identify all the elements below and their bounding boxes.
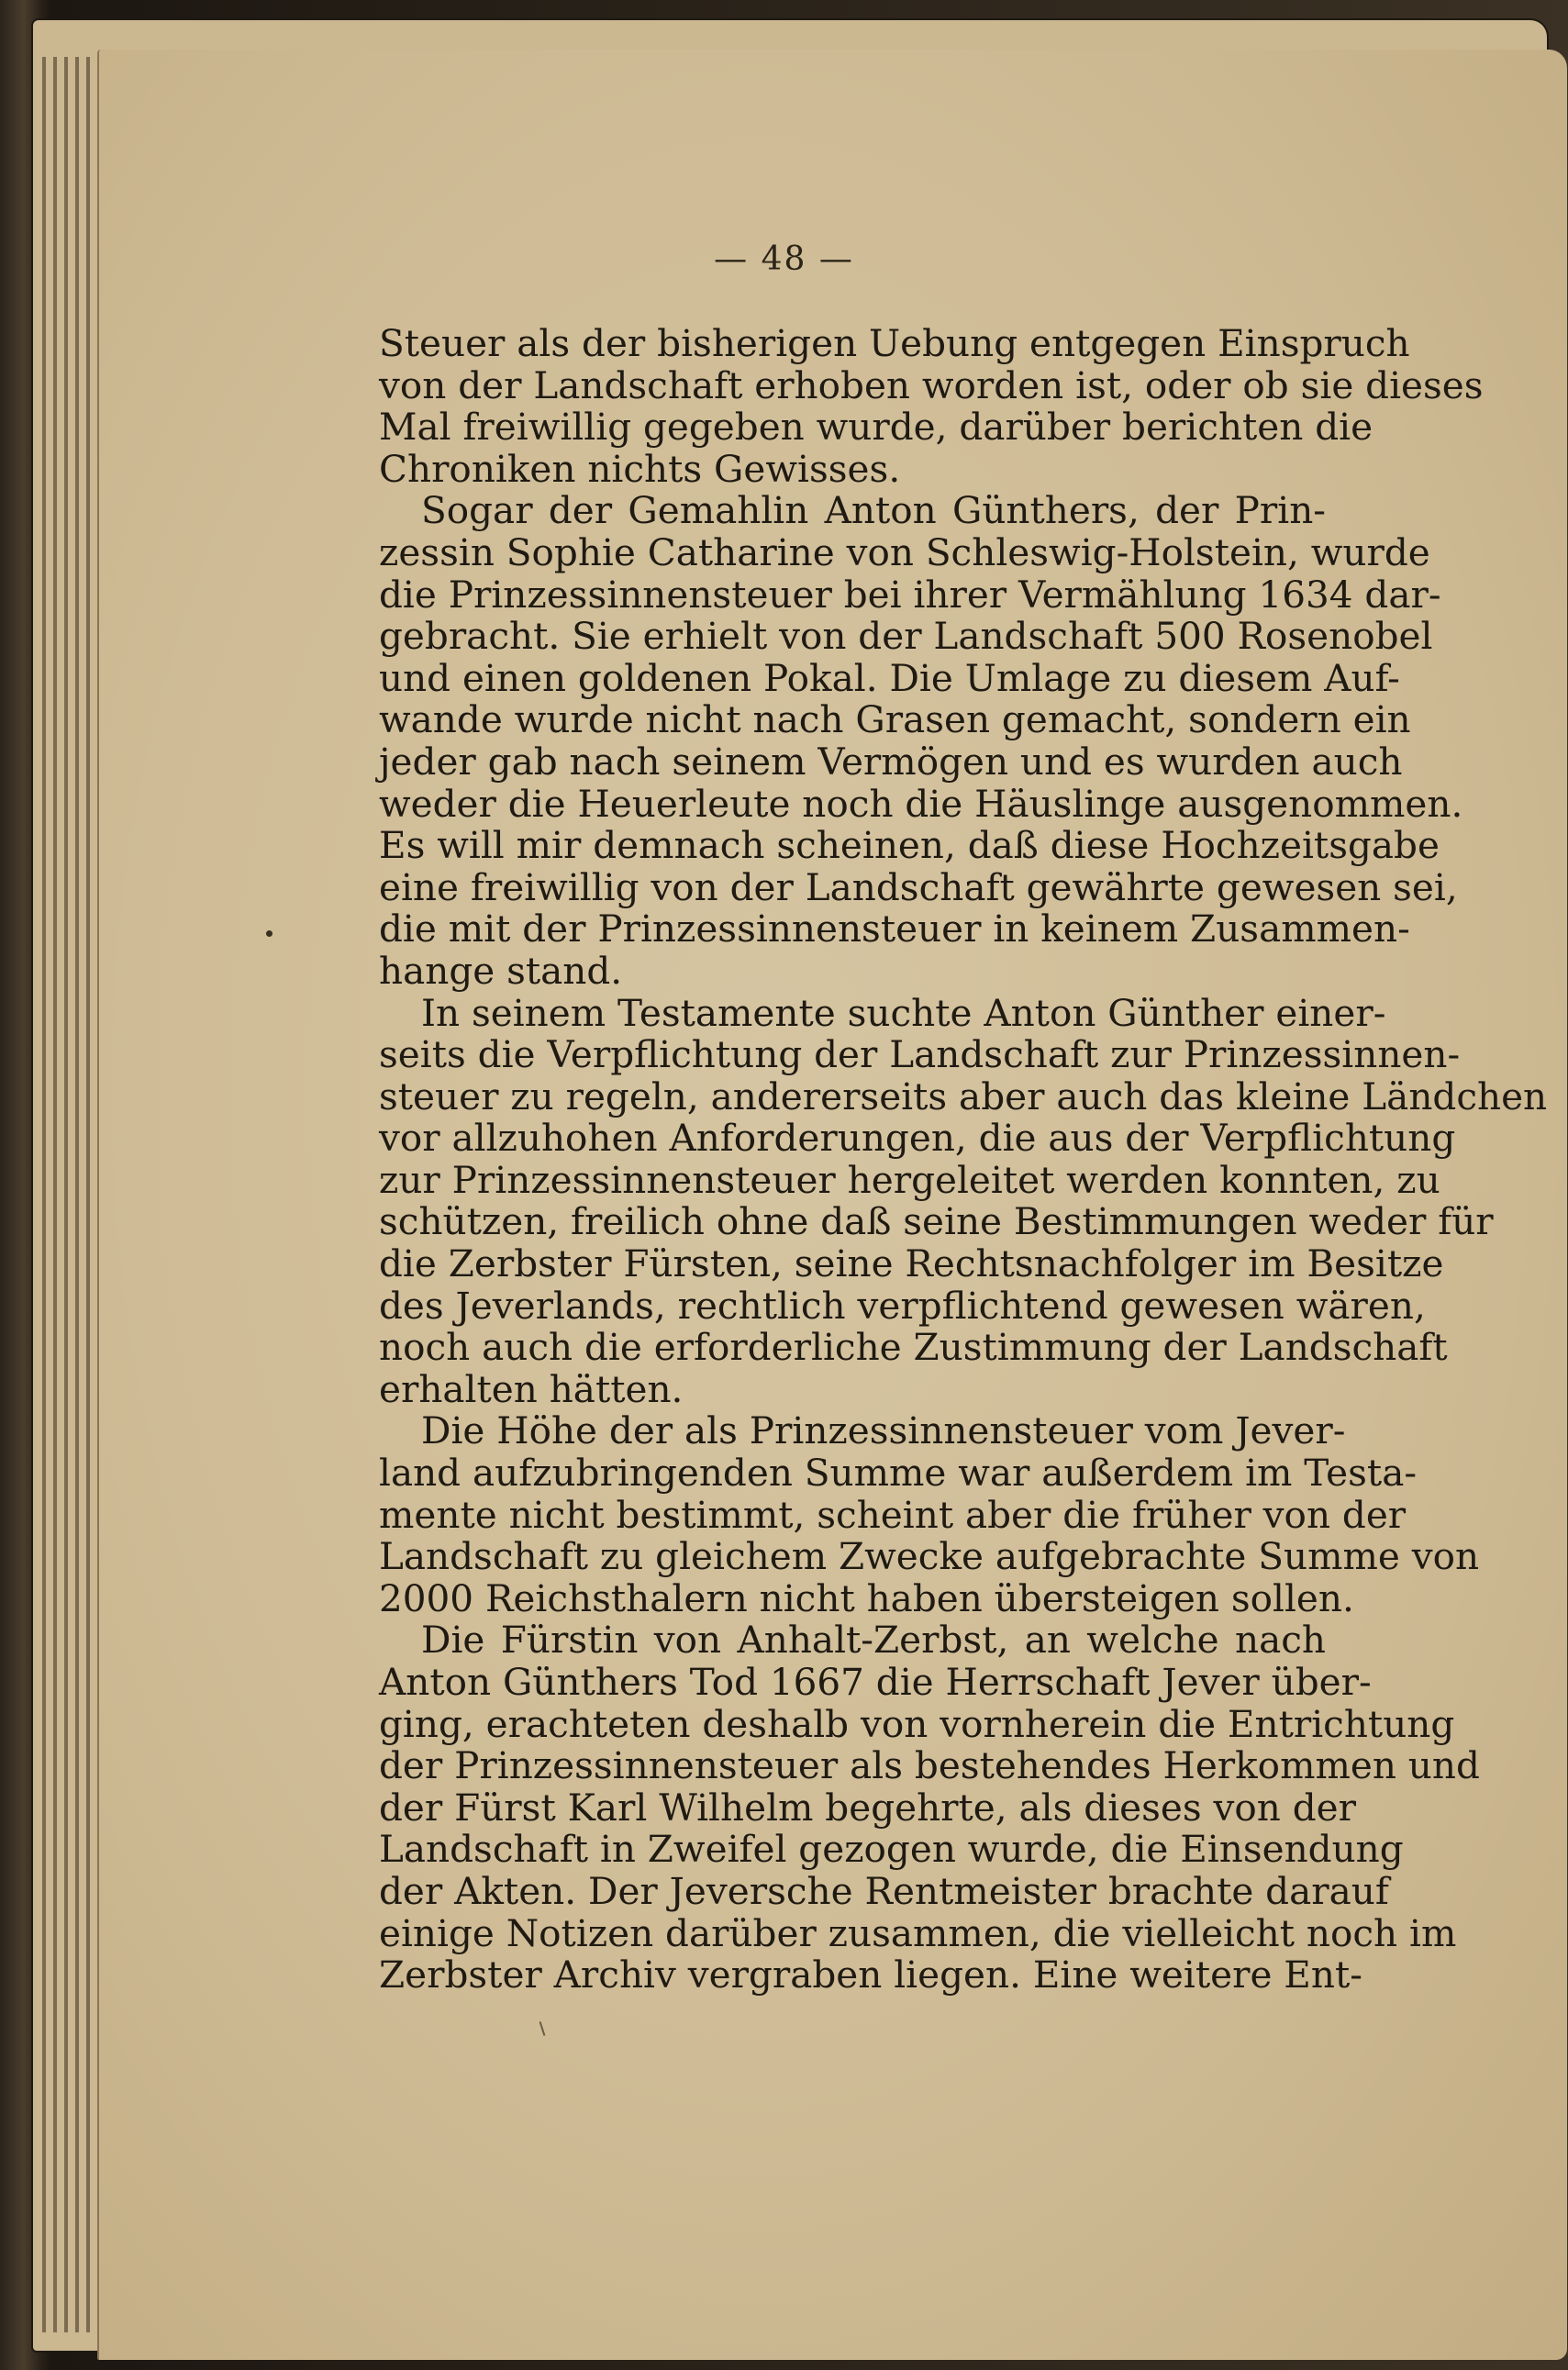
text-line: des Jeverlands, rechtlich verpflichtend gewesen wären, [379,1283,1426,1328]
page-edge [86,57,90,2332]
text-line: Steuer als der bisherigen Uebung entgegen Einspruch [379,321,1410,365]
text-line: die Zerbster Fürsten, seine Rechtsnachfolger im Besitze [379,1241,1444,1286]
text-line: Chroniken nichts Gewisses. [379,446,901,491]
text-line: jeder gab nach seinem Vermögen und es wurden auch [379,739,1403,784]
text-line: ging, erachteten deshalb von vornherein die Entrichtung [379,1701,1455,1746]
page-edge [64,57,68,2332]
page-number: — 48 — [714,240,854,278]
text-line: Landschaft in Zweifel gezogen wurde, die Einsendung [379,1827,1404,1872]
text-line: vor allzuhohen Anforderungen, die aus der Verpflichtung [379,1116,1456,1161]
page-edge [53,57,57,2332]
text-line: Die Fürstin von Anhalt-Zerbst, an welche nach [421,1618,1326,1663]
text-line: zessin Sophie Catharine von Schleswig-Holstein, wurde [379,529,1430,574]
text-line: einige Notizen darüber zusammen, die vielleicht noch im [379,1910,1457,1955]
page-edge [75,57,79,2332]
text-line: Anton Günthers Tod 1667 die Herrschaft Jever über- [379,1660,1372,1704]
text-line: In seinem Testamente suchte Anton Günther einer- [421,990,1386,1035]
paragraph [379,1618,1480,1997]
text-line: die mit der Prinzessinnensteuer in keinem Zusammen- [379,907,1410,951]
text-line: schützen, freilich ohne daß seine Bestimmungen weder für [379,1199,1494,1244]
text-line: und einen goldenen Pokal. Die Umlage zu diesem Auf- [379,655,1400,700]
paragraph [379,1408,1480,1620]
text-line: zur Prinzessinnensteuer hergeleitet werden konnten, zu [379,1157,1440,1202]
body-text [379,321,1548,1997]
text-line: hange stand. [379,948,623,993]
text-line: von der Landschaft erhoben worden ist, oder ob sie dieses [379,362,1484,407]
text-line: Sogar der Gemahlin Anton Günthers, der Prin- [421,488,1326,533]
text-line: die Prinzessinnensteuer bei ihrer Vermählung 1634 dar- [379,572,1441,617]
page-edge [42,57,46,2332]
paragraph [379,488,1463,993]
margin-mark [266,930,272,937]
text-line: 2000 Reichsthalern nicht haben übersteigen sollen. [379,1575,1354,1620]
text-line: der Akten. Der Jeversche Rentmeister brachte darauf [379,1868,1389,1913]
text-line: eine freiwillig von der Landschaft gewährte gewesen sei, [379,864,1458,909]
text-line: weder die Heuerleute noch die Häuslinge ausgenommen. [379,781,1463,826]
text-line: gebracht. Sie erhielt von der Landschaft 500 Rosenobel [379,614,1433,659]
text-line: der Prinzessinnensteuer als bestehendes Herkommen und [379,1743,1480,1788]
text-line: steuer zu regeln, andererseits aber auch das kleine Ländchen [379,1074,1548,1118]
text-line: Mal freiwillig gegeben wurde, darüber berichten die [379,405,1373,450]
text-line: wande wurde nicht nach Grasen gemacht, sondern ein [379,697,1411,742]
text-line: Die Höhe der als Prinzessinnensteuer vom Jever- [421,1408,1346,1453]
text-line: Zerbster Archiv vergraben liegen. Eine weitere Ent- [379,1953,1362,1997]
text-line: noch auch die erforderliche Zustimmung der Landschaft [379,1325,1448,1370]
paragraph [379,321,1484,491]
text-line: Landschaft zu gleichem Zwecke aufgebrachte Summe von [379,1534,1480,1579]
paragraph [379,990,1548,1411]
text-line: erhalten hätten. [379,1366,684,1411]
text-line: der Fürst Karl Wilhelm begehrte, als dieses von der [379,1785,1357,1830]
text-line: mente nicht bestimmt, scheint aber die früher von der [379,1492,1407,1537]
text-line: seits die Verpflichtung der Landschaft zur Prinzessinnen- [379,1032,1461,1077]
text-line: Es will mir demnach scheinen, daß diese Hochzeitsgabe [379,823,1440,868]
text-line: land aufzubringenden Summe war außerdem im Testa- [379,1451,1418,1496]
